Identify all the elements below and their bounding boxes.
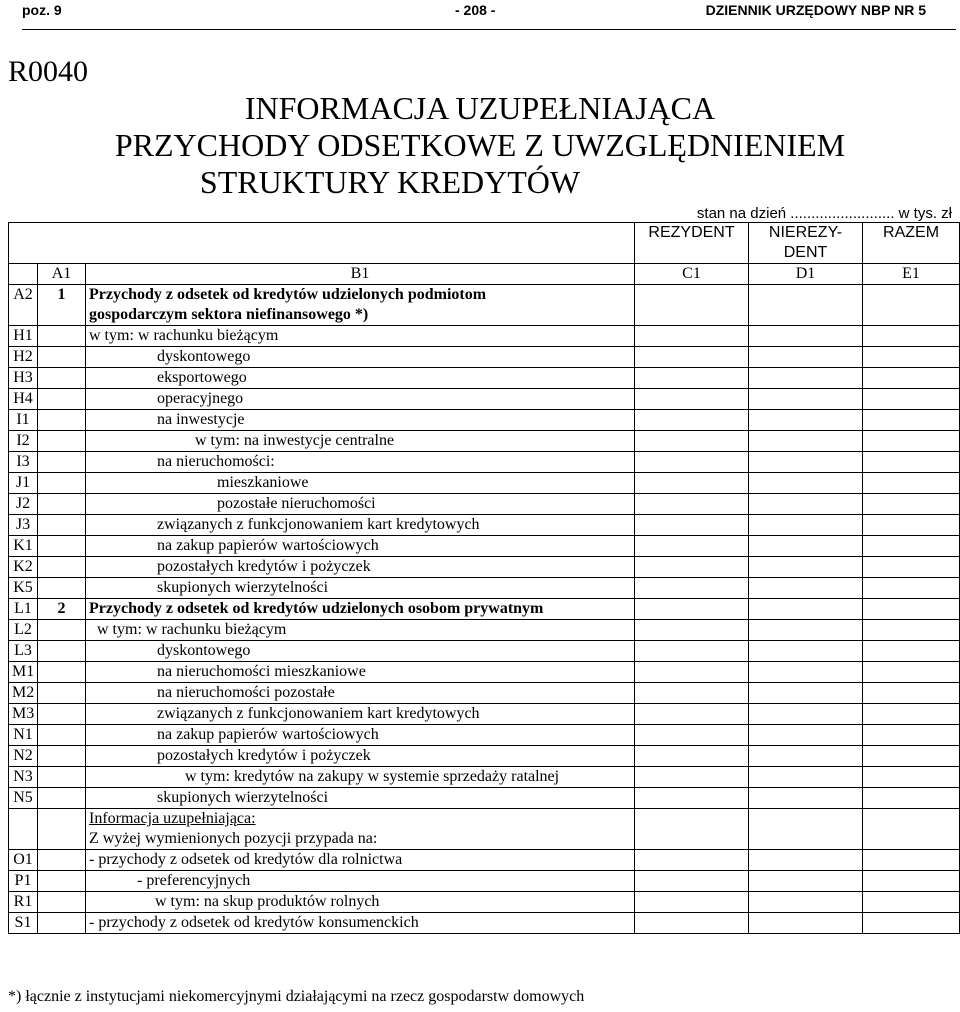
row-number [38,620,86,641]
row-label-text: Przychody z odsetek od kredytów udzielonych osobom prywatnym [89,600,544,617]
value-cell[interactable] [863,683,960,704]
report-table [8,222,960,934]
row-code: O1 [9,850,38,871]
row-code: K5 [9,578,38,599]
row-label-text: w tym: w rachunku bieżącym [97,621,287,638]
row-code: N3 [9,767,38,788]
footnote: *) łącznie z instytucjami niekomercyjnymi działającymi na rzecz gospodarstw domowych [8,988,585,1005]
row-number [38,641,86,662]
table-row [9,892,960,913]
row-label [86,473,635,494]
row-label [86,452,635,473]
row-label-text: - przychody z odsetek od kredytów konsumenckich [89,914,419,931]
table-row [9,536,960,557]
row-label-text: dyskontowego [157,642,251,659]
value-cell[interactable] [863,368,960,389]
code-d: D1 [749,264,863,285]
row-code: I3 [9,452,38,473]
title-line-3: STRUKTURY KREDYTÓW [199,164,581,200]
row-code: I2 [9,431,38,452]
value-cell[interactable] [749,557,863,578]
value-cell[interactable] [635,725,749,746]
row-number [38,892,86,913]
row-label-text: - przychody z odsetek od kredytów dla rolnictwa [89,851,403,868]
value-cell[interactable] [863,892,960,913]
row-label-text-2: Z wyżej wymienionych pozycji przypada na: [89,830,378,847]
row-label-text: pozostałych kredytów i pożyczek [157,747,371,764]
column-code-row [9,264,960,285]
value-cell[interactable] [749,913,863,934]
row-label-text: na zakup papierów wartościowych [157,537,379,554]
row-number [38,913,86,934]
value-cell[interactable] [635,347,749,368]
value-cell[interactable] [863,746,960,767]
row-code: L3 [9,641,38,662]
value-cell[interactable] [749,578,863,599]
value-cell[interactable] [863,599,960,620]
row-label [86,578,635,599]
row-label [86,431,635,452]
value-cell[interactable] [749,725,863,746]
value-cell[interactable] [635,368,749,389]
row-code: A2 [9,285,38,326]
table-row [9,850,960,871]
row-number [38,725,86,746]
value-cell[interactable] [635,599,749,620]
table-row [9,285,960,326]
row-code: L1 [9,599,38,620]
table-row [9,515,960,536]
value-cell[interactable] [749,410,863,431]
row-code: K2 [9,557,38,578]
value-cell[interactable] [749,788,863,809]
table-row [9,347,960,368]
row-number [38,578,86,599]
row-label [86,557,635,578]
row-label [86,368,635,389]
report-date-unit: stan na dzień ......................... w tys. zł [696,205,952,222]
value-cell[interactable] [863,788,960,809]
value-cell[interactable] [863,536,960,557]
row-number [38,871,86,892]
value-cell[interactable] [749,515,863,536]
value-cell[interactable] [863,410,960,431]
value-cell[interactable] [749,452,863,473]
value-cell[interactable] [635,809,749,850]
table-row [9,746,960,767]
value-cell[interactable] [635,452,749,473]
row-label-text: skupionych wierzytelności [157,789,329,806]
column-header-nierezydent: NIEREZY- DENT [749,223,863,264]
table-row [9,431,960,452]
value-cell[interactable] [635,913,749,934]
value-cell[interactable] [863,704,960,725]
value-cell[interactable] [863,515,960,536]
value-cell[interactable] [635,473,749,494]
table-row [9,326,960,347]
row-code: J1 [9,473,38,494]
value-cell[interactable] [863,809,960,850]
row-number [38,683,86,704]
table-row [9,557,960,578]
value-cell[interactable] [863,620,960,641]
row-number [38,389,86,410]
value-cell[interactable] [863,326,960,347]
row-label-text: związanych z funkcjonowaniem kart kredytowych [157,516,480,533]
value-cell[interactable] [749,746,863,767]
value-cell[interactable] [635,494,749,515]
row-number [38,410,86,431]
row-label-text: na nieruchomości: [157,453,275,470]
value-cell[interactable] [749,850,863,871]
row-number [38,452,86,473]
value-cell[interactable] [863,850,960,871]
value-cell[interactable] [635,683,749,704]
row-label [86,285,635,326]
value-cell[interactable] [863,913,960,934]
table-row [9,599,960,620]
value-cell[interactable] [635,871,749,892]
row-label-text-2: gospodarczym sektora niefinansowego *) [89,306,369,323]
row-number [38,662,86,683]
row-number [38,557,86,578]
row-label-text: pozostałe nieruchomości [217,495,376,512]
value-cell[interactable] [635,389,749,410]
value-cell[interactable] [749,683,863,704]
row-label [86,599,635,620]
row-label [86,536,635,557]
page-header [0,0,960,22]
value-cell[interactable] [635,620,749,641]
row-code: J3 [9,515,38,536]
value-cell[interactable] [635,850,749,871]
value-cell[interactable] [863,641,960,662]
row-code: P1 [9,871,38,892]
row-label [86,788,635,809]
row-number [38,746,86,767]
value-cell[interactable] [863,389,960,410]
header-rule [22,29,956,30]
column-header-row [9,223,960,264]
value-cell[interactable] [635,767,749,788]
row-label-text: eksportowego [157,369,247,386]
row-label-text: na inwestycje [157,411,245,428]
row-code: N2 [9,746,38,767]
row-code: K1 [9,536,38,557]
table-row [9,620,960,641]
row-label [86,494,635,515]
row-code: J2 [9,494,38,515]
value-cell[interactable] [749,599,863,620]
table-row [9,452,960,473]
row-label-text: dyskontowego [157,348,251,365]
value-cell[interactable] [863,871,960,892]
row-number [38,368,86,389]
value-cell[interactable] [749,892,863,913]
row-label [86,913,635,934]
table-row [9,389,960,410]
row-number [38,788,86,809]
value-cell[interactable] [749,704,863,725]
value-cell[interactable] [863,431,960,452]
row-number [38,494,86,515]
value-cell[interactable] [749,347,863,368]
value-cell[interactable] [749,389,863,410]
value-cell[interactable] [749,809,863,850]
row-code: H4 [9,389,38,410]
value-cell[interactable] [749,368,863,389]
row-number: 2 [38,599,86,620]
value-cell[interactable] [863,662,960,683]
value-cell[interactable] [749,767,863,788]
row-number: 1 [38,285,86,326]
row-label-text: w tym: w rachunku bieżącym [89,327,279,344]
table-row [9,913,960,934]
row-label [86,746,635,767]
row-number [38,850,86,871]
value-cell[interactable] [635,641,749,662]
value-cell[interactable] [635,788,749,809]
row-label [86,662,635,683]
header-page-number: - 208 - [455,2,496,18]
value-cell[interactable] [635,515,749,536]
row-label [86,871,635,892]
value-cell[interactable] [749,536,863,557]
value-cell[interactable] [863,767,960,788]
value-cell[interactable] [749,285,863,326]
row-label-text: na nieruchomości pozostałe [157,684,335,701]
row-code: S1 [9,913,38,934]
table-row [9,494,960,515]
value-cell[interactable] [863,725,960,746]
value-cell[interactable] [749,494,863,515]
value-cell[interactable] [635,746,749,767]
row-label-text: w tym: na skup produktów rolnych [155,893,380,910]
document-code: R0040 [8,55,89,88]
table-row [9,683,960,704]
row-label-text: na zakup papierów wartościowych [157,726,379,743]
value-cell[interactable] [635,892,749,913]
value-cell[interactable] [635,704,749,725]
row-label [86,892,635,913]
row-code: I1 [9,410,38,431]
value-cell[interactable] [635,410,749,431]
row-label-text: związanych z funkcjonowaniem kart kredytowych [157,705,480,722]
row-label [86,410,635,431]
row-code: M1 [9,662,38,683]
row-number [38,536,86,557]
table-row [9,725,960,746]
row-code: H3 [9,368,38,389]
title-line-2: PRZYCHODY ODSETKOWE Z UWZGLĘDNIENIEM [114,127,846,163]
table-row [9,662,960,683]
row-code: M3 [9,704,38,725]
row-label [86,515,635,536]
row-label [86,641,635,662]
code-e: E1 [863,264,960,285]
header-position: poz. 9 [22,2,62,18]
row-code: N1 [9,725,38,746]
column-header-razem: RAZEM [863,223,960,264]
row-label-text: Przychody z odsetek od kredytów udzielonych podmiotom [89,286,487,303]
row-number [38,809,86,850]
row-label [86,326,635,347]
value-cell[interactable] [863,557,960,578]
table-row [9,368,960,389]
value-cell[interactable] [863,347,960,368]
value-cell[interactable] [863,452,960,473]
code-a: A1 [38,264,86,285]
row-label-text: operacyjnego [157,390,244,407]
row-label [86,704,635,725]
value-cell[interactable] [749,326,863,347]
title-line-1: INFORMACJA UZUPEŁNIAJĄCA [244,90,716,126]
table-row [9,704,960,725]
row-label [86,389,635,410]
value-cell[interactable] [635,431,749,452]
row-number [38,704,86,725]
row-label-text: mieszkaniowe [217,474,309,491]
row-label [86,620,635,641]
row-code: N5 [9,788,38,809]
table-row [9,809,960,850]
code-c: C1 [635,264,749,285]
value-cell[interactable] [863,494,960,515]
value-cell[interactable] [749,641,863,662]
value-cell[interactable] [635,578,749,599]
table-row [9,410,960,431]
value-cell[interactable] [749,871,863,892]
value-cell[interactable] [635,662,749,683]
row-label [86,725,635,746]
table-row [9,473,960,494]
row-code: H2 [9,347,38,368]
row-code: R1 [9,892,38,913]
value-cell[interactable] [749,431,863,452]
table-row [9,871,960,892]
row-code: L2 [9,620,38,641]
table-row [9,578,960,599]
row-code: M2 [9,683,38,704]
row-label-text: Informacja uzupełniająca: [89,810,256,827]
row-number [38,326,86,347]
row-code: H1 [9,326,38,347]
row-code [9,809,38,850]
value-cell[interactable] [863,473,960,494]
row-number [38,473,86,494]
value-cell[interactable] [749,473,863,494]
row-label [86,347,635,368]
row-label [86,850,635,871]
row-label-text: w tym: na inwestycje centralne [195,432,395,449]
row-label-text: w tym: kredytów na zakupy w systemie sprzedaży ratalnej [185,768,560,785]
table-row [9,641,960,662]
value-cell[interactable] [635,326,749,347]
row-label [86,767,635,788]
row-label-text: na nieruchomości mieszkaniowe [157,663,366,680]
value-cell[interactable] [635,536,749,557]
row-label [86,809,635,850]
header-journal: DZIENNIK URZĘDOWY NBP NR 5 [705,2,926,18]
value-cell[interactable] [749,620,863,641]
row-label-text: skupionych wierzytelności [157,579,329,596]
row-label-text: - preferencyjnych [137,872,251,889]
table-row [9,788,960,809]
value-cell[interactable] [749,662,863,683]
row-number [38,767,86,788]
value-cell[interactable] [635,285,749,326]
value-cell[interactable] [863,578,960,599]
row-label-text: pozostałych kredytów i pożyczek [157,558,371,575]
value-cell[interactable] [635,557,749,578]
row-number [38,431,86,452]
table-row [9,767,960,788]
code-b: B1 [86,264,635,285]
row-label [86,683,635,704]
row-number [38,347,86,368]
value-cell[interactable] [863,285,960,326]
column-header-rezydent: REZYDENT [635,223,749,264]
row-number [38,515,86,536]
